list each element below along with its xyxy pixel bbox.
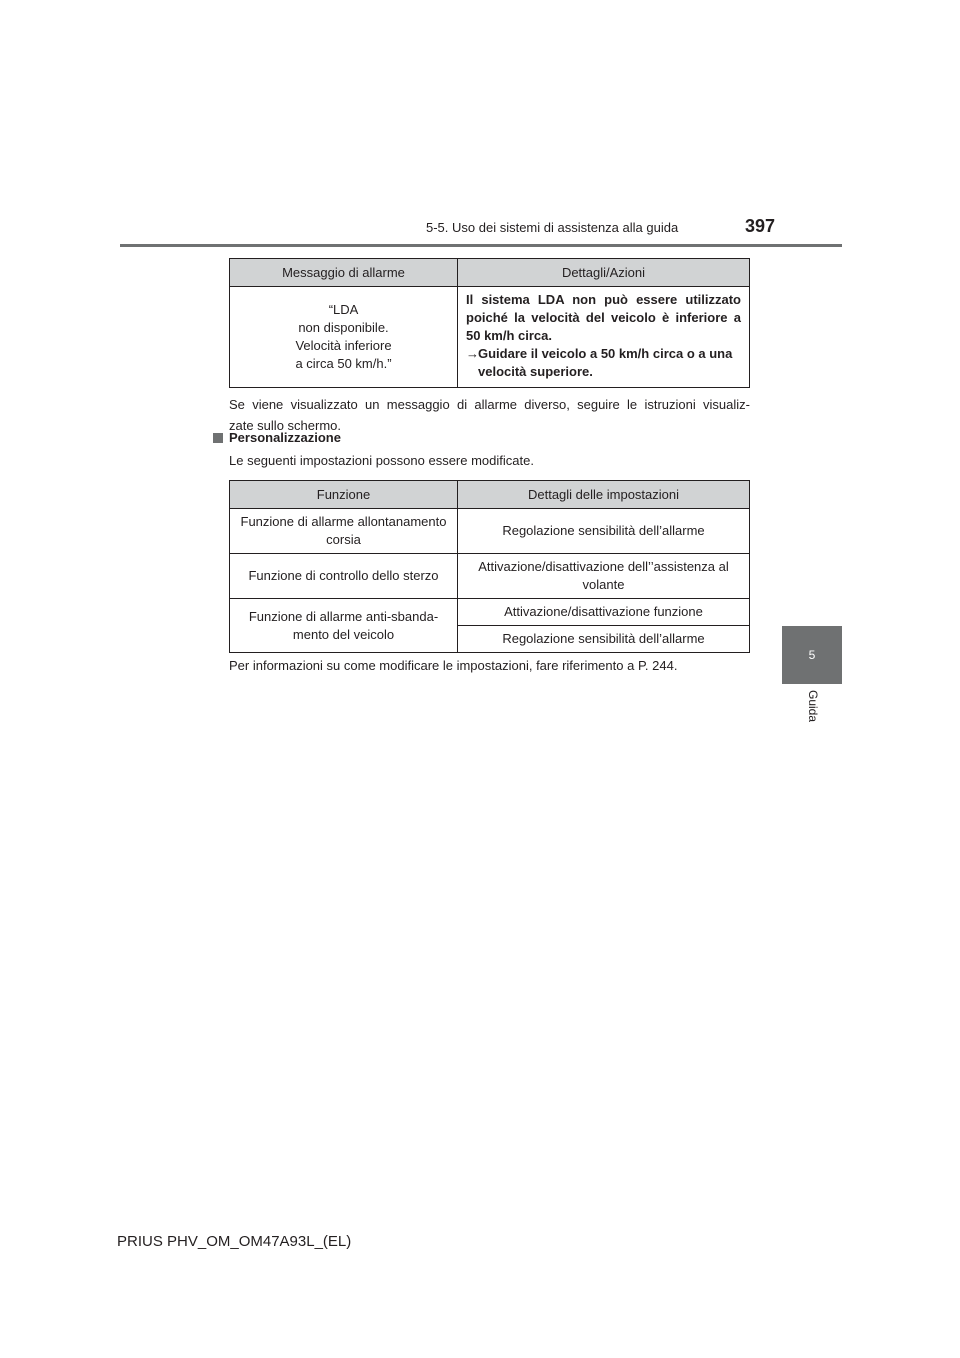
alarm-detail-cell: Il sistema LDA non può essere utilizzato poiché la velocità del veicolo è inferiore a 50 km/h circa. → Guidare il veicolo a 50 km/h circa o a una velocità superiore. [458,287,750,388]
function-cell: Funzione di allarme anti-sbanda- mento del veicolo [230,599,458,653]
arrow-icon: → [466,346,479,361]
chapter-tab-label [782,684,842,734]
page-number: 397 [745,216,776,236]
function-cell: Funzione di controllo dello sterzo [230,554,458,599]
header-details: Dettagli/Azioni [458,259,750,287]
setting-detail-cell: Regolazione sensibilità dell’allarme [458,626,750,653]
customization-heading: Personalizzazione [213,430,341,445]
setting-detail-cell: Attivazione/disattivazione dell’’assistenza al volante [458,554,750,599]
customization-intro: Le seguenti impostazioni possono essere modificate. [229,453,534,468]
action-item: → Guidare il veicolo a 50 km/h circa o a una velocità superiore. [466,346,733,379]
section-title: 5-5. Uso dei sistemi di assistenza alla guida [426,220,679,235]
alarm-message-table [229,258,750,388]
square-bullet-icon [213,433,223,443]
chapter-tab-number: 5 [782,626,842,684]
table-row [230,554,750,599]
different-message-paragraph: Se viene visualizzato un messaggio di allarme diverso, seguire le istruzioni visualiz- zate sullo schermo. [229,397,750,433]
table-row [230,509,750,554]
reference-paragraph: Per informazioni su come modificare le impostazioni, fare riferimento a P. 244. [229,658,678,673]
chapter-label-text: Guida [806,690,820,723]
alarm-message-cell: “LDA non disponibile. Velocità inferiore a circa 50 km/h.” [230,287,458,388]
table-row [230,599,750,626]
document-code: PRIUS PHV_OM_OM47A93L_(EL) [117,1233,352,1250]
function-cell: Funzione di allarme allontanamento corsia [230,509,458,554]
page-header [120,216,842,246]
settings-table [229,480,750,653]
setting-detail-cell: Regolazione sensibilità dell’allarme [458,509,750,554]
header-divider [120,244,842,247]
header-setting-details: Dettagli delle impostazioni [458,481,750,509]
header-message: Messaggio di allarme [230,259,458,287]
setting-detail-cell: Attivazione/disattivazione funzione [458,599,750,626]
header-function: Funzione [230,481,458,509]
